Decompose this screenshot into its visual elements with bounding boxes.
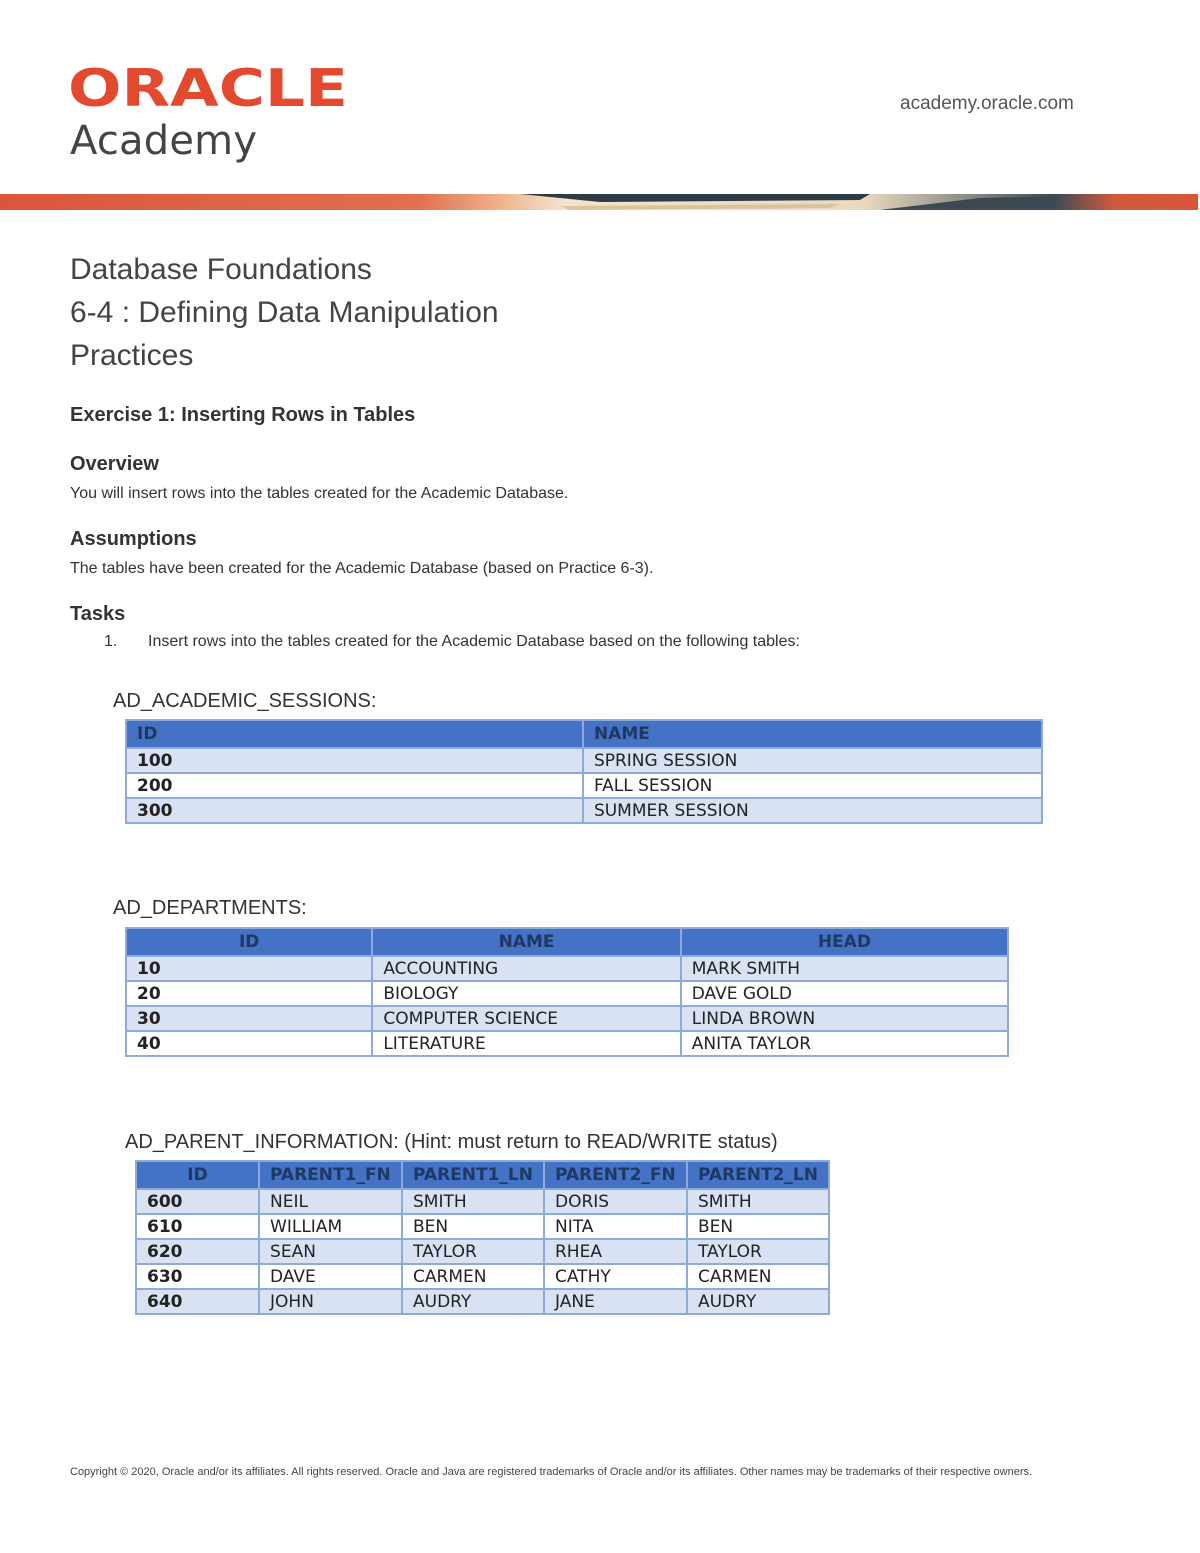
parents-table xyxy=(135,1160,830,1315)
academy-logo-text: Academy xyxy=(70,118,258,164)
table-row xyxy=(136,1264,829,1289)
sessions-caption: AD_ACADEMIC_SESSIONS: xyxy=(113,690,377,712)
parents-cell: DORIS xyxy=(544,1189,687,1214)
departments-cell: 10 xyxy=(126,956,372,981)
parents-cell: BEN xyxy=(402,1214,544,1239)
parents-cell: BEN xyxy=(687,1214,829,1239)
departments-cell: BIOLOGY xyxy=(372,981,680,1006)
table-row xyxy=(126,981,1008,1006)
table-row xyxy=(126,956,1008,981)
parents-cell: WILLIAM xyxy=(259,1214,402,1239)
table-row xyxy=(126,773,1042,798)
parents-cell: JOHN xyxy=(259,1289,402,1314)
sessions-header-cell: NAME xyxy=(583,720,1042,748)
site-url[interactable]: academy.oracle.com xyxy=(900,93,1074,114)
departments-cell: LINDA BROWN xyxy=(681,1006,1008,1031)
departments-cell: MARK SMITH xyxy=(681,956,1008,981)
assumptions-text: The tables have been created for the Academic Database (based on Practice 6-3). xyxy=(70,560,654,577)
parents-cell: AUDRY xyxy=(687,1289,829,1314)
parents-header-cell: PARENT2_LN xyxy=(687,1161,829,1189)
sessions-header-cell: ID xyxy=(126,720,583,748)
sessions-table xyxy=(125,719,1043,824)
sessions-cell: 200 xyxy=(126,773,583,798)
parents-caption: AD_PARENT_INFORMATION: (Hint: must return to READ/WRITE status) xyxy=(125,1131,778,1153)
task-number: 1. xyxy=(104,633,118,650)
assumptions-heading: Assumptions xyxy=(70,528,197,550)
parents-cell: TAYLOR xyxy=(402,1239,544,1264)
parents-cell: CATHY xyxy=(544,1264,687,1289)
departments-table xyxy=(125,927,1009,1057)
course-title: Database Foundations xyxy=(70,253,372,286)
parents-cell: SMITH xyxy=(402,1189,544,1214)
departments-cell: COMPUTER SCIENCE xyxy=(372,1006,680,1031)
table-row xyxy=(126,748,1042,773)
table-row xyxy=(126,1006,1008,1031)
lesson-title: 6-4 : Defining Data Manipulation xyxy=(70,296,499,329)
sessions-cell: SPRING SESSION xyxy=(583,748,1042,773)
parents-cell: 610 xyxy=(136,1214,259,1239)
parents-cell: CARMEN xyxy=(402,1264,544,1289)
doc-kind: Practices xyxy=(70,339,194,372)
parents-cell: 630 xyxy=(136,1264,259,1289)
departments-cell: LITERATURE xyxy=(372,1031,680,1056)
departments-cell: ANITA TAYLOR xyxy=(681,1031,1008,1056)
parents-header-cell: PARENT2_FN xyxy=(544,1161,687,1189)
table-row xyxy=(136,1189,829,1214)
parents-header-cell: ID xyxy=(136,1161,259,1189)
departments-cell: DAVE GOLD xyxy=(681,981,1008,1006)
departments-cell: 30 xyxy=(126,1006,372,1031)
parents-cell: NITA xyxy=(544,1214,687,1239)
task-text: Insert rows into the tables created for the Academic Database based on the following tables: xyxy=(148,633,800,650)
sessions-cell: 300 xyxy=(126,798,583,823)
parents-cell: DAVE xyxy=(259,1264,402,1289)
table-row xyxy=(126,798,1042,823)
parents-cell: TAYLOR xyxy=(687,1239,829,1264)
parents-cell: SEAN xyxy=(259,1239,402,1264)
departments-cell: ACCOUNTING xyxy=(372,956,680,981)
parents-cell: AUDRY xyxy=(402,1289,544,1314)
departments-header-cell: HEAD xyxy=(681,928,1008,956)
overview-heading: Overview xyxy=(70,453,159,475)
table-row xyxy=(136,1214,829,1239)
parents-cell: NEIL xyxy=(259,1189,402,1214)
sessions-cell: SUMMER SESSION xyxy=(583,798,1042,823)
departments-header-cell: NAME xyxy=(372,928,680,956)
oracle-logo xyxy=(68,62,350,110)
parents-cell: 640 xyxy=(136,1289,259,1314)
exercise-heading: Exercise 1: Inserting Rows in Tables xyxy=(70,404,416,426)
oracle-logo-text: ORACLE xyxy=(68,62,348,110)
overview-text: You will insert rows into the tables created for the Academic Database. xyxy=(70,485,569,502)
header-banner xyxy=(0,192,1200,212)
departments-header-cell: ID xyxy=(126,928,372,956)
departments-cell: 40 xyxy=(126,1031,372,1056)
table-row xyxy=(136,1239,829,1264)
departments-caption: AD_DEPARTMENTS: xyxy=(113,897,307,919)
sessions-cell: 100 xyxy=(126,748,583,773)
sessions-cell: FALL SESSION xyxy=(583,773,1042,798)
table-row xyxy=(136,1289,829,1314)
copyright-footer: Copyright © 2020, Oracle and/or its affiliates. All rights reserved. Oracle and Java are registered trademarks of Oracle and/or its affiliates. Other names may be trademarks of their respective owners. xyxy=(70,1466,1033,1478)
table-row xyxy=(126,1031,1008,1056)
departments-cell: 20 xyxy=(126,981,372,1006)
parents-header-cell: PARENT1_LN xyxy=(402,1161,544,1189)
parents-cell: CARMEN xyxy=(687,1264,829,1289)
parents-cell: RHEA xyxy=(544,1239,687,1264)
parents-cell: 600 xyxy=(136,1189,259,1214)
parents-cell: JANE xyxy=(544,1289,687,1314)
tasks-heading: Tasks xyxy=(70,603,126,625)
parents-cell: SMITH xyxy=(687,1189,829,1214)
parents-header-cell: PARENT1_FN xyxy=(259,1161,402,1189)
parents-cell: 620 xyxy=(136,1239,259,1264)
